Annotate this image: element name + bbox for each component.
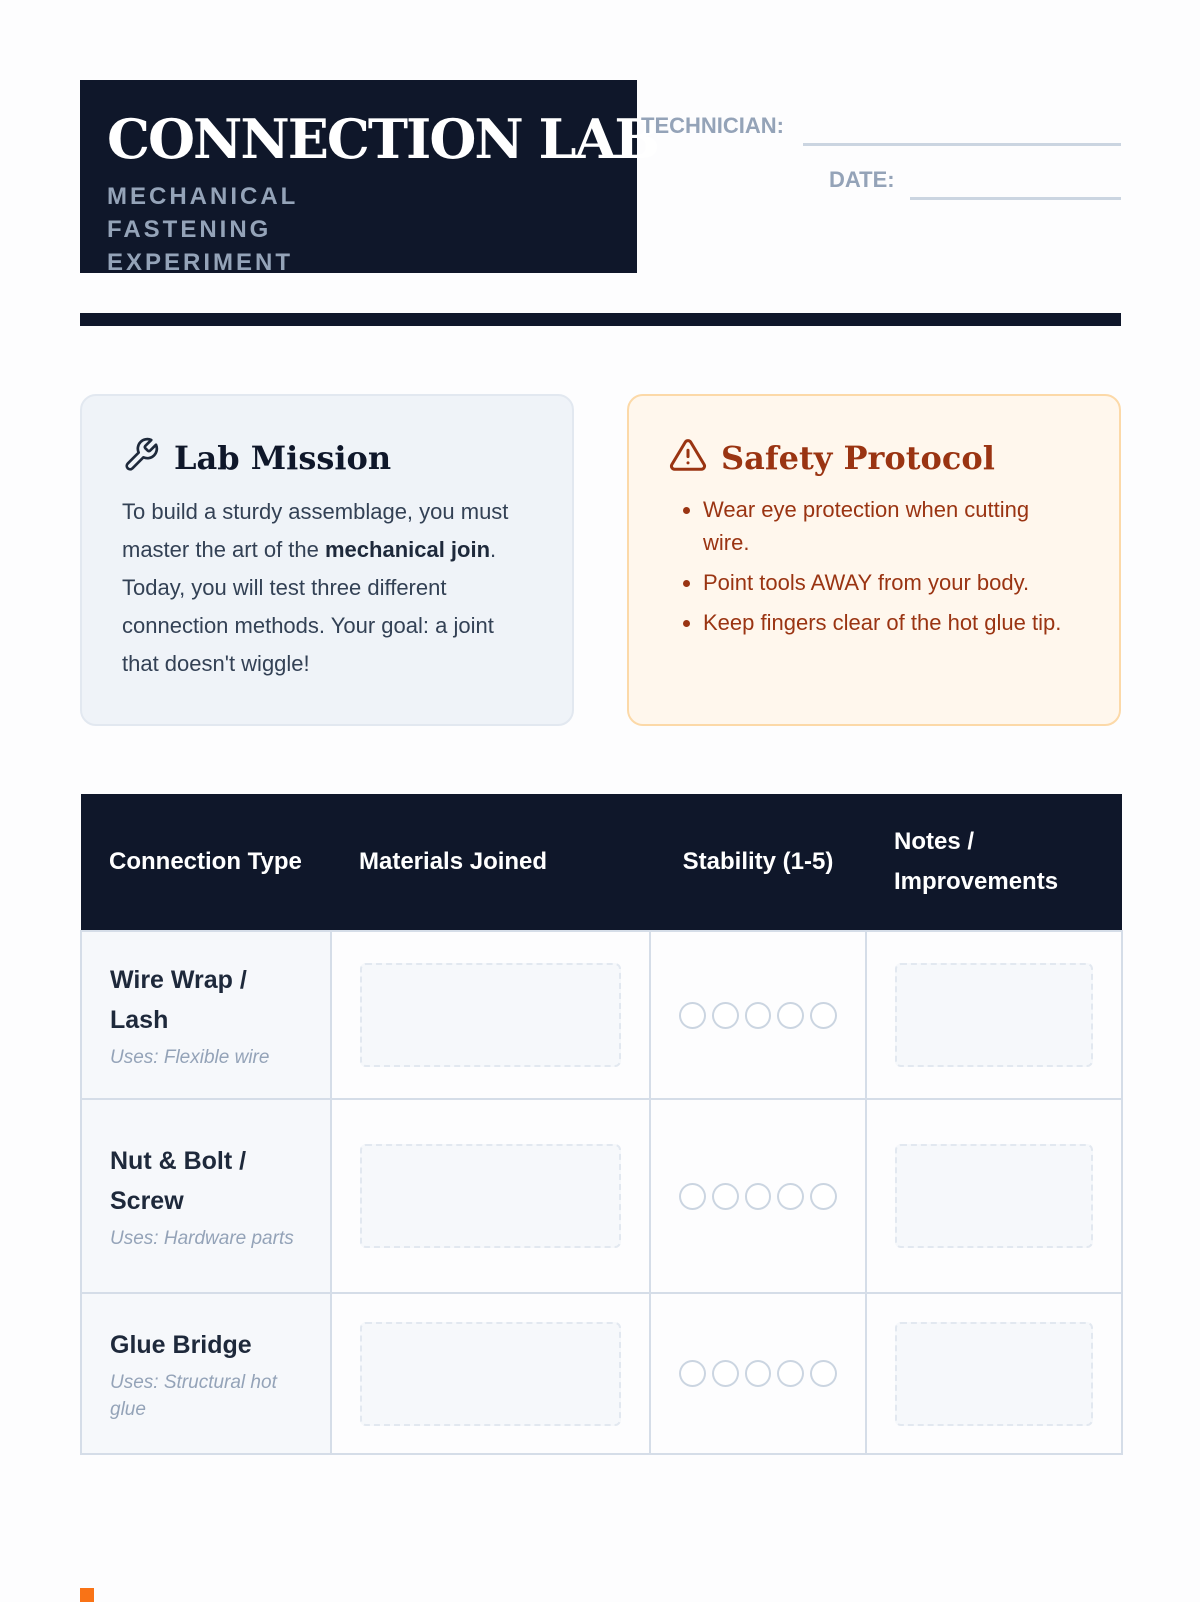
wrench-icon xyxy=(122,436,160,479)
connection-type-name: Wire Wrap / Lash xyxy=(110,965,247,1034)
header-connection-type: Connection Type xyxy=(81,794,331,931)
rating-circle-3[interactable] xyxy=(745,1360,772,1387)
safety-item: • Point tools AWAY from your body. xyxy=(703,566,1079,599)
lab-mission-title: Lab Mission xyxy=(174,438,392,477)
materials-cell xyxy=(331,1099,650,1293)
page-subtitle: MECHANICAL FASTENING EXPERIMENT xyxy=(107,183,298,276)
mission-emphasis: mechanical join xyxy=(324,537,491,562)
safety-item: • Keep fingers clear of the hot glue tip. xyxy=(703,606,1079,639)
rating-circle-4[interactable] xyxy=(777,1002,804,1029)
connection-type-cell xyxy=(81,1293,331,1454)
safety-protocol-card xyxy=(627,394,1121,726)
lab-mission-text: To build a sturdy assemblage, you must master the art of the mechanical join. Today, you will test three different connection methods. Your goal: a joint that doesn't wiggle! xyxy=(122,499,509,676)
connection-type-cell xyxy=(81,1099,331,1293)
materials-cell xyxy=(331,1293,650,1454)
materials-input[interactable] xyxy=(360,963,621,1067)
notes-input[interactable] xyxy=(895,1144,1093,1248)
safety-protocol-title: Safety Protocol xyxy=(721,438,995,477)
stability-cell xyxy=(650,1099,866,1293)
notes-input[interactable] xyxy=(895,963,1093,1067)
rating-circle-4[interactable] xyxy=(777,1183,804,1210)
date-label: DATE: xyxy=(829,167,895,192)
connection-type-name: Nut & Bolt / Screw xyxy=(110,1146,247,1215)
table-row xyxy=(81,1293,1122,1454)
rating-circle-5[interactable] xyxy=(810,1002,837,1029)
materials-cell xyxy=(331,931,650,1099)
connection-type-uses: Uses: Hardware parts xyxy=(110,1227,294,1249)
title-block xyxy=(80,80,659,276)
rating-circle-1[interactable] xyxy=(679,1183,706,1210)
notes-cell xyxy=(866,1293,1122,1454)
connection-type-uses: Uses: Structural hot glue xyxy=(110,1371,277,1420)
rating-circle-2[interactable] xyxy=(712,1360,739,1387)
safety-item: • Wear eye protection when cutting wire. xyxy=(703,493,1079,559)
connection-type-uses: Uses: Flexible wire xyxy=(110,1046,270,1068)
stability-cell xyxy=(650,931,866,1099)
technician-field[interactable] xyxy=(803,143,1121,146)
rating-circle-3[interactable] xyxy=(745,1183,772,1210)
stability-cell xyxy=(650,1293,866,1454)
connection-type-name: Glue Bridge xyxy=(110,1330,252,1359)
notes-cell xyxy=(866,1099,1122,1293)
stability-rating[interactable] xyxy=(679,1002,837,1029)
notes-input[interactable] xyxy=(895,1322,1093,1426)
rating-circle-1[interactable] xyxy=(679,1002,706,1029)
materials-input[interactable] xyxy=(360,1322,621,1426)
stability-rating[interactable] xyxy=(679,1360,837,1387)
stability-rating[interactable] xyxy=(679,1183,837,1210)
header-divider xyxy=(80,313,1121,326)
rating-circle-2[interactable] xyxy=(712,1002,739,1029)
rating-circle-3[interactable] xyxy=(745,1002,772,1029)
technician-label: TECHNICIAN: xyxy=(641,113,784,138)
header-notes: Notes / Improvements xyxy=(866,794,1122,931)
rating-circle-1[interactable] xyxy=(679,1360,706,1387)
table-header-row xyxy=(81,794,1122,931)
table-row xyxy=(81,1099,1122,1293)
lab-mission-card xyxy=(80,394,574,726)
notes-cell xyxy=(866,931,1122,1099)
header-stability: Stability (1-5) xyxy=(650,794,866,931)
connection-type-cell xyxy=(81,931,331,1099)
rating-circle-5[interactable] xyxy=(810,1183,837,1210)
connection-table xyxy=(80,794,1123,1455)
rating-circle-4[interactable] xyxy=(777,1360,804,1387)
warning-triangle-icon xyxy=(669,436,707,479)
table-row xyxy=(81,931,1122,1099)
rating-circle-2[interactable] xyxy=(712,1183,739,1210)
page-title: CONNECTION LAB xyxy=(107,107,659,171)
rating-circle-5[interactable] xyxy=(810,1360,837,1387)
materials-input[interactable] xyxy=(360,1144,621,1248)
safety-list xyxy=(669,493,1079,639)
date-field[interactable] xyxy=(910,197,1121,200)
header-materials-joined: Materials Joined xyxy=(331,794,650,931)
